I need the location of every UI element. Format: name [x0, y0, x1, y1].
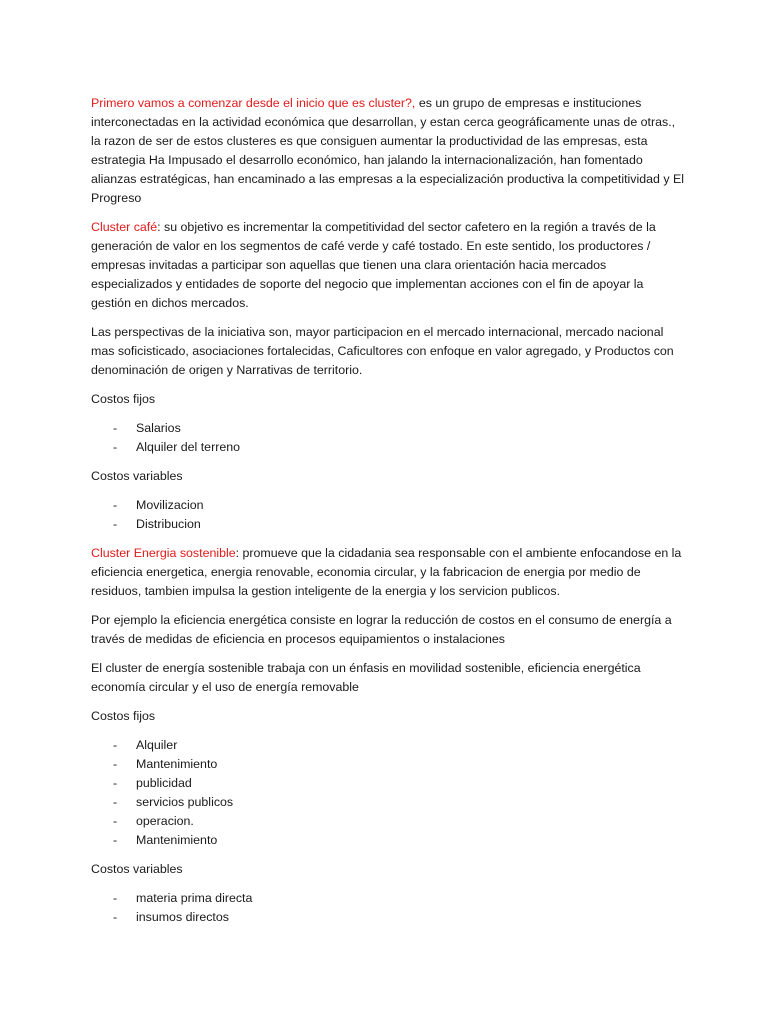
cafe-fixed-costs-list — [91, 419, 686, 457]
energia-example: Por ejemplo la eficiencia energética consiste en lograr la reducción de costos en el consumo de energía a través de medidas de eficiencia en procesos equipamientos o instalaciones — [91, 613, 672, 646]
energia-fixed-costs-label: Costos fijos — [91, 709, 156, 723]
list-item: - insumos directos — [91, 908, 686, 927]
list-item: - Movilizacion — [91, 496, 686, 515]
energia-variable-costs-label: Costos variables — [91, 862, 183, 876]
energia-variable-costs-list — [91, 889, 686, 927]
cafe-text: : su objetivo es incrementar la competitividad del sector cafetero en la región a través de la generación de valor en los segmentos de café verde y café tostado. En este sentido, los productores / empresas invitadas a participar son aquellas que tienen una clara orientación hacia mercados especializados y entidades de soporte del negocio que implementan acciones con el fin de apoyar la gestión en dichos mercados. — [91, 220, 656, 310]
energia-paragraph — [91, 544, 686, 601]
energia-highlight: Cluster Energia sostenible — [91, 546, 236, 560]
list-item: - Mantenimiento — [91, 755, 686, 774]
cafe-variable-costs-label: Costos variables — [91, 469, 183, 483]
cafe-paragraph — [91, 218, 686, 313]
list-item: - Salarios — [91, 419, 686, 438]
energia-emphasis: El cluster de energía sostenible trabaja con un énfasis en movilidad sostenible, eficiencia energética economía circular y el uso de energía removable — [91, 661, 641, 694]
cafe-variable-costs-list — [91, 496, 686, 534]
list-item: - servicios publicos — [91, 793, 686, 812]
intro-paragraph — [91, 94, 686, 208]
cafe-fixed-costs-label: Costos fijos — [91, 392, 156, 406]
intro-highlight: Primero vamos a comenzar desde el inicio que es cluster?, — [91, 96, 416, 110]
list-item: - Distribucion — [91, 515, 686, 534]
list-item: - operacion. — [91, 812, 686, 831]
list-item: - materia prima directa — [91, 889, 686, 908]
list-item: - publicidad — [91, 774, 686, 793]
list-item: - Mantenimiento — [91, 831, 686, 850]
intro-text: es un grupo de empresas e instituciones interconectadas en la actividad económica que desarrollan, y estan cerca geográficamente unas de otras., la razon de ser de estos clusteres es que consiguen aumentar la productividad de las empresas, esta estrategia Ha Impusado el desarrollo económico, han jalando la internacionalización, han fomentado alianzas estratégicas, han encaminado a las empresas a la especialización productiva la competitividad y El Progreso — [91, 96, 685, 205]
energia-fixed-costs-list — [91, 736, 686, 850]
energia-text: : promueve que la cidadania sea responsable con el ambiente enfocandose en la eficiencia energetica, energia renovable, economia circular, y la fabricacion de energia por medio de residuos, tambien impulsa la gestion inteligente de la energia y los servicion publicos. — [91, 546, 682, 598]
list-item: - Alquiler — [91, 736, 686, 755]
list-item: - Alquiler del terreno — [91, 438, 686, 457]
cafe-perspectives: Las perspectivas de la iniciativa son, mayor participacion en el mercado internacional, mercado nacional mas soficisticado, asociaciones fortalecidas, Caficultores con enfoque en valor agregado, y Productos con denominación de origen y Narrativas de territorio. — [91, 325, 674, 377]
cafe-highlight: Cluster café — [91, 220, 158, 234]
